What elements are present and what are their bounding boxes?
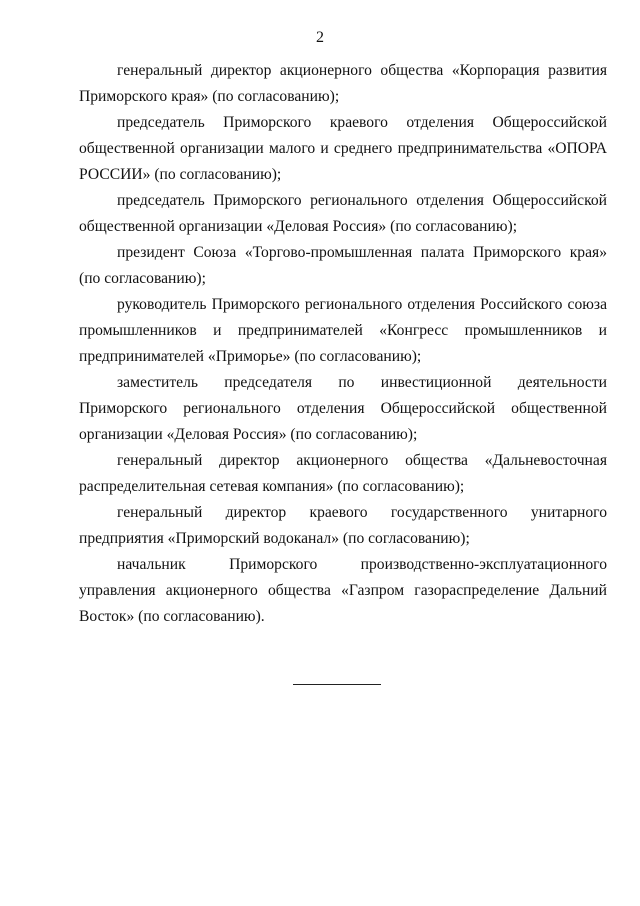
list-item: генеральный директор акционерного общества «Корпорация развития Приморского края» (по согласованию); <box>79 62 607 105</box>
list-item: руководитель Приморского регионального отделения Российского союза промышленников и предпринимателей «Конгресс промышленников и предпринимателей «Приморье» (по согласованию); <box>79 296 607 365</box>
list-item: председатель Приморского краевого отделения Общероссийской общественной организации малого и среднего предпринимательства «ОПОРА РОССИИ» (по согласованию); <box>79 114 607 183</box>
end-divider <box>293 684 381 685</box>
list-item: генеральный директор краевого государственного унитарного предприятия «Приморский водоканал» (по согласованию); <box>79 504 607 547</box>
list-item: председатель Приморского регионального отделения Общероссийской общественной организации «Деловая Россия» (по согласованию); <box>79 192 607 235</box>
page-number: 2 <box>316 29 324 46</box>
list-item: заместитель председателя по инвестиционной деятельности Приморского регионального отделения Общероссийской общественной организации «Деловая Россия» (по согласованию); <box>79 374 607 443</box>
list-item: начальник Приморского производственно-эксплуатационного управления акционерного общества «Газпром газораспределение Дальний Восток» (по согласованию). <box>79 556 607 625</box>
member-list <box>79 58 607 630</box>
list-item: генеральный директор акционерного общества «Дальневосточная распределительная сетевая компания» (по согласованию); <box>79 452 607 495</box>
list-item: президент Союза «Торгово-промышленная палата Приморского края» (по согласованию); <box>79 244 607 287</box>
